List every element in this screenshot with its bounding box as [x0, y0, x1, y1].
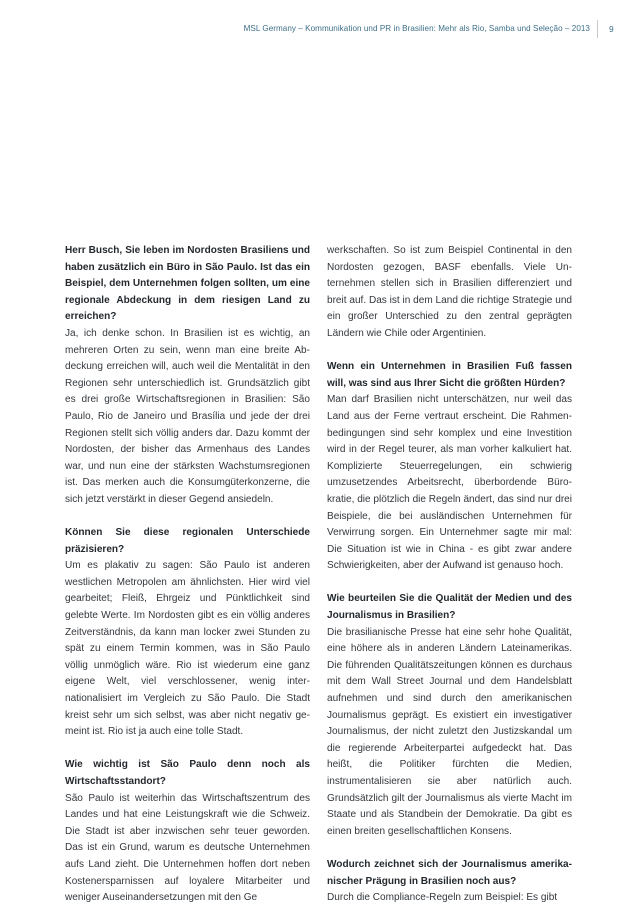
- question-3: Wie wichtig ist São Paulo denn noch als Wirtschaftsstandort?: [65, 759, 310, 787]
- question-2: Können Sie diese regionalen Unterschiede präzisieren?: [65, 527, 310, 555]
- page-number: 9: [609, 24, 614, 34]
- question-6: Wodurch zeichnet sich der Journalismus amerikanischer Prägung in Brasilien noch aus?: [327, 858, 572, 887]
- answer-4: Man darf Brasilien nicht unterschätzen, nur weil das Land aus der Ferne vertraut erscheint. Die Rahmenbedingungen sind sehr komplex und eine Investition wird in der Regel teurer, als man vorher kalkuliert hat. Komplizierte Steuerregelungen, ein schwierig umzusetzendes Arbeitsrecht, überbordende Bürokratie, die plötzlich die Regeln ändert, das sind nur drei Beispiele, die bei ausländischen Unternehmen für Verwirrung sorgen. Ein Unternehmer sagte mir mal: Die Situation ist wie in China - es gibt zwar andere Schwierigkeiten, aber der Aufwand ist genauso hoch.: [327, 394, 572, 572]
- question-1: Herr Busch, Sie leben im Nordosten Brasiliens und haben zusätzlich ein Büro in São Paulo. Ist das ein Beispiel, dem Unternehmen folgen sollten, um eine regionale Abdeckung in dem riesigen Land zu erreichen?: [65, 245, 310, 323]
- right-column: [327, 243, 572, 907]
- question-5: Wie beurteilen Sie die Qualität der Medien und des Journalismus in Brasilien?: [327, 593, 572, 622]
- answer-3: São Paulo ist weiterhin das Wirtschaftszentrum des Landes und hat eine Leistungskraft wie die Schweiz. Die Stadt ist aber inzwischen sehr teuer geworden. Das ist ein Grund, warum es deutsche Unternehmen aufs Land zieht. Die Unternehmen hoffen dort neben Kostenersparnissen auf loyalere Mitarbeiter und weniger Auseinandersetzungen mit den Ge: [65, 792, 310, 904]
- header-divider: [597, 20, 598, 38]
- answer-5: Die brasilianische Presse hat eine sehr hohe Qualität, eine höhere als in anderen Ländern Lateinamerikas. Die führenden Qualitätszeitungen können es durchaus mit dem Wall Street Journal und dem Handelsblatt aufnehmen und sind durch den amerikanischen Journalismus geprägt. Es existiert ein investigativer Journalismus, der nicht zuletzt den Justizskandal um die regierende Arbeiterpartei aufgedeckt hat. Das heißt, die Politiker fürchten die Medien, instrumentalisieren sie aber natürlich auch. Grundsätzlich gilt der Journalismus als vierte Macht im Staate und als Standbein der Demokratie. Da gibt es einen breiten gesellschaftlichen Konsens.: [327, 626, 572, 837]
- answer-3-continued: werkschaften. So ist zum Beispiel Continental in den Nordosten gezogen, BASF ebenfalls. Viele Unternehmen stellen sich in Brasilien differenziert und breit auf. Das ist in dem Land die richtige Strategie und ein großer Unterschied zu den zentral geprägten Ländern wie Chile oder Argentinien.: [327, 245, 572, 339]
- header-title: MSL Germany – Kommunikation und PR in Brasilien: Mehr als Rio, Samba und Seleção – 2013: [243, 24, 590, 33]
- question-4: Wenn ein Unternehmen in Brasilien Fuß fassen will, was sind aus Ihrer Sicht die größten Hürden?: [327, 361, 572, 389]
- answer-1: Ja, ich denke schon. In Brasilien ist es wichtig, an mehreren Orten zu sein, wenn man eine breite Abdeckung erreichen will, auch weil die Mentalität in den Regionen sehr unterschiedlich ist. Grundsätzlich gibt es drei große Wirtschaftsregionen in Brasilien: São Paulo, Rio de Janeiro und Brasília und jede der drei Regionen stellt sich völlig anders dar. Dazu kommt der Nordosten, der bisher das Armenhaus des Landes war, und nun eine der stärksten Wachstumsregionen ist. Das merken auch die Konsumgüterkonzerne, die sich jetzt verstärkt in dieser Gegend ansiedeln.: [65, 327, 310, 505]
- answer-6: Durch die Compliance-Regeln zum Beispiel: Es gibt: [327, 892, 558, 904]
- running-header: [0, 20, 638, 40]
- left-column: [65, 243, 310, 907]
- answer-2: Um es plakativ zu sagen: São Paulo ist anderen westlichen Metropolen am ähnlichsten. Hier wird viel gearbeitet; Fleiß, Ehrgeiz und Pünktlichkeit sind gelebte Werte. Im Nordosten gibt es ein völlig anderes Zeitverständnis, da kann man locker zwei Stunden zu spät zu einem Termin kommen, was in São Paulo völlig unmöglich wäre. Rio ist wiederum eine ganz eigene Welt, viel verschlossener, wenig internationalisiert im Vergleich zu São Paulo. Die Stadt kreist sehr um sich selbst, was aber nicht negativ gemeint ist. Rio ist ja auch eine tolle Stadt.: [65, 560, 310, 738]
